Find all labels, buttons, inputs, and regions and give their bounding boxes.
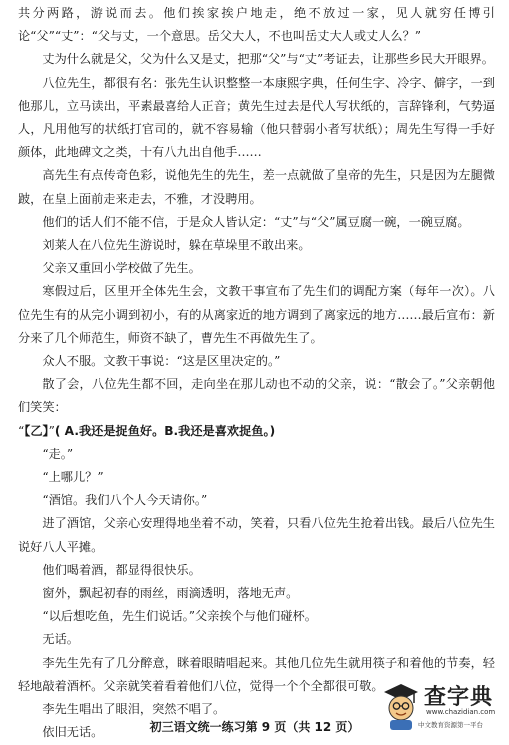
paragraph: “走。” (42, 446, 74, 461)
paragraph: 共分两路，游说而去。他们挨家挨户地走，绝不放过一家，见人就穷任博引论“父”“丈”：“父与丈，一个意思。岳父大人，不也叫岳丈大人或丈人么？” (18, 6, 495, 44)
paragraph: 依旧无话。 (42, 725, 104, 740)
paragraph: 李先生唱出了眼泪，突然不唱了。 (42, 702, 226, 717)
blank-open-quote: “ (18, 423, 25, 438)
paragraph: 无话。 (42, 632, 79, 647)
paragraph: 寒假过后，区里开全体先生会，文教干事宣布了先生们的调配方案（每年一次）。八位先生有的从完小调到初小，有的从离家近的地方调到了离家远的地方……最后宣布：新分来了几个师范生，师资不缺了，曹先生不再做先生了。 (18, 284, 495, 345)
fill-in-blank-line (18, 420, 495, 443)
paragraph: 他们喝着酒，都显得很快乐。 (42, 562, 201, 577)
paragraph: 众人不服。文教干事说：“这是区里决定的。” (42, 354, 281, 369)
blank-marker: 【乙】 (24, 423, 49, 438)
paragraph: 窗外，飘起初春的雨丝，雨滴透明，落地无声。 (42, 586, 299, 601)
paragraph: 散了会，八位先生都不回，走向坐在那儿动也不动的父亲，说：“散会了。”父亲朝他们笑笑： (18, 377, 495, 415)
graduate-mascot-icon (380, 678, 422, 732)
paragraph: 父亲又重回小学校做了先生。 (42, 261, 201, 276)
text-body-before (18, 2, 495, 420)
paragraph: 丈为什么就是父，父为什么又是丈，把那“父”与“丈”考证去，让那些乡民大开眼界。 (42, 52, 494, 67)
blank-close-quote: ” (48, 423, 55, 438)
watermark-tagline: 中文教育资源第一平台 (418, 721, 483, 729)
paragraph: “上哪儿？” (42, 470, 104, 485)
page-footer: 初三语文统一练习第 9 页（共 12 页） (149, 720, 360, 734)
paragraph: 他们的话人们不能不信，于是众人皆认定：“丈”与“父”属豆腐一碗，一碗豆腐。 (42, 214, 470, 229)
site-watermark (378, 676, 504, 738)
paragraph: 八位先生，都很有名：张先生认识整整一本康熙字典，任何生字、冷字、僻字，一到他那儿，立马读出，平素最喜给人正音；黄先生过去是代人写状纸的，言辞锋利，气势逼人，凡用他写的状纸打官司的，就不容易输（他只替弱小者写状纸）；周先生写得一手好颜体，此地碑文之类，十有八九出自他手…… (18, 75, 495, 160)
paragraph: “以后想吃鱼，先生们说话。”父亲挨个与他们碰杯。 (42, 609, 317, 624)
paragraph: “酒馆。我们八个人今天请你。” (42, 493, 208, 508)
watermark-brand: 查字典 (424, 685, 494, 710)
watermark-url: www.chazidian.com (426, 708, 496, 716)
blank-options: ( A.我还是捉鱼好。B.我还是喜欢捉鱼。) (54, 423, 276, 438)
paragraph: 高先生有点传奇色彩，说他先生的先生，差一点就做了皇帝的先生，只是因为左腿微跛，在皇上面前走来走去，不雅，才没聘用。 (18, 168, 495, 206)
paragraph: 刘莱人在八位先生游说时，躲在草垛里不敢出来。 (42, 238, 311, 253)
paragraph: 进了酒馆，父亲心安理得地坐着不动，笑着，只看八位先生抢着出钱。最后八位先生说好八人平摊。 (18, 516, 495, 554)
paragraph: 李先生先有了几分醉意，眯着眼睛唱起来。其他几位先生就用筷子和着他的节奏，轻轻地敲着酒杯。父亲就笑着看着他们八位，觉得一个个全都很可敬。 (18, 655, 495, 693)
